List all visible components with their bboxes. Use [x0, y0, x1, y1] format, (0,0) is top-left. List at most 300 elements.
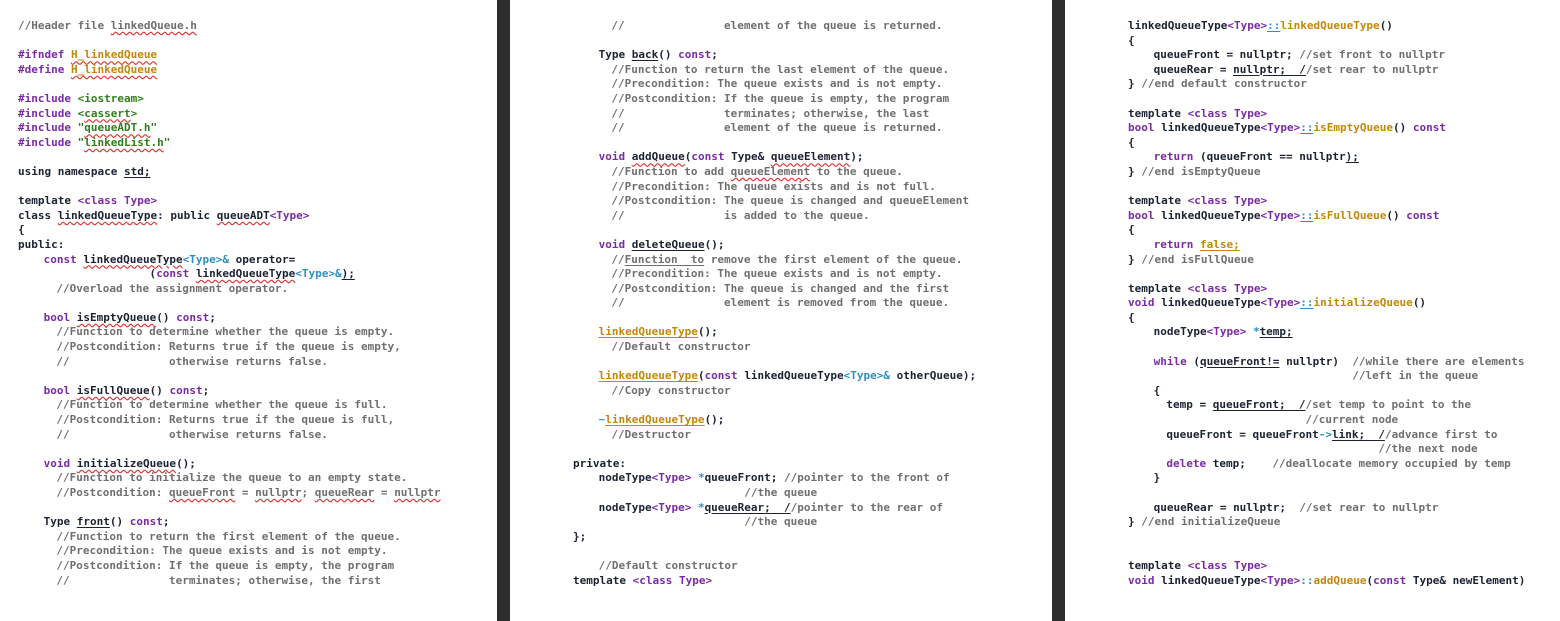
spellcheck-token: queueADT	[216, 208, 270, 222]
code-token: nodeType	[598, 500, 652, 514]
code-token: std;	[123, 164, 151, 178]
code-line	[18, 194, 441, 209]
code-line	[573, 238, 976, 253]
code-token: <Type>	[1260, 573, 1301, 587]
spellcheck-token: linkedQueue.h	[110, 19, 197, 32]
code-token: // element is removed from the queue.	[611, 296, 950, 310]
code-token: //end isFullQueue	[1141, 252, 1254, 266]
code-block	[1128, 19, 1525, 588]
spellcheck-token: queueElement	[770, 150, 851, 164]
code-line	[573, 19, 976, 34]
code-token: *	[697, 500, 705, 514]
code-line	[18, 398, 441, 413]
code-line	[1128, 267, 1525, 282]
code-token: linkedQueueType	[1161, 208, 1261, 222]
code-token: }	[1128, 252, 1142, 266]
code-line	[18, 48, 441, 63]
code-token: const	[678, 48, 712, 62]
code-token: <class Type>	[632, 573, 713, 587]
code-line	[18, 340, 441, 355]
code-token: #include	[18, 121, 78, 135]
code-token: //Postcondition: If the queue is empty, the program	[56, 558, 395, 572]
code-line	[573, 428, 976, 443]
spellcheck-token: isEmptyQueue	[76, 310, 157, 324]
code-page-2	[510, 0, 1052, 621]
code-token: (	[1366, 573, 1374, 587]
code-token: ();	[704, 413, 725, 427]
code-token: >	[130, 106, 138, 120]
code-token: remove the first element of the queue.	[704, 252, 963, 266]
code-token: void	[1128, 573, 1162, 587]
code-token: const	[704, 369, 745, 383]
code-token: };	[573, 529, 587, 543]
code-token: ;	[202, 383, 210, 397]
code-token: (queueFront == nullptr	[1199, 150, 1346, 164]
code-token: <Type>	[651, 471, 698, 485]
code-token: (	[43, 267, 157, 281]
code-token: //Postcondition: Returns true if the queue is empty,	[56, 340, 401, 354]
code-line	[18, 515, 441, 530]
code-token: queueFront; /	[1212, 398, 1306, 412]
code-line	[573, 311, 976, 326]
code-token: //Function to initialize the queue to an empty state.	[56, 471, 408, 485]
spellcheck-token: isFullQueue	[76, 383, 150, 397]
code-line	[18, 209, 441, 224]
code-line	[18, 238, 441, 253]
code-token: ::	[1267, 19, 1281, 32]
code-line	[1128, 311, 1525, 326]
code-line	[1128, 413, 1525, 428]
code-token	[1166, 442, 1378, 455]
code-token: //Postcondition: Returns true if the queue is full,	[56, 413, 395, 427]
code-token: public:	[18, 237, 65, 251]
code-token: <Type>&	[295, 267, 342, 281]
code-line	[573, 384, 976, 399]
code-token: // otherwise returns false.	[56, 427, 328, 441]
code-token: //Postcondition: The queue is changed and queueElement	[611, 194, 970, 208]
code-token: queueFront!=	[1199, 354, 1280, 368]
code-token: ()	[149, 383, 170, 397]
code-token: temp;	[1259, 325, 1293, 339]
code-line	[18, 77, 441, 92]
code-line	[573, 530, 976, 545]
code-token: }	[1128, 515, 1142, 529]
spellcheck-token: addQueue	[631, 150, 685, 164]
code-token: ()	[156, 310, 177, 324]
code-line	[1128, 63, 1525, 78]
code-token: }	[1128, 77, 1142, 91]
code-token: {	[1128, 223, 1135, 237]
code-line	[18, 574, 441, 589]
code-token: const	[1406, 208, 1440, 222]
code-token: nullptr)	[1279, 354, 1353, 368]
code-line	[18, 107, 441, 122]
code-token: <Type>	[1227, 19, 1268, 32]
code-token: );	[850, 150, 864, 164]
code-line	[1128, 559, 1525, 574]
code-token: linkedQueueType	[1128, 19, 1228, 32]
code-line	[1128, 384, 1525, 399]
code-line	[573, 544, 976, 559]
code-token: /advance first to	[1384, 427, 1498, 441]
code-token: #include	[18, 135, 78, 149]
code-token: /pointer to the rear of	[790, 500, 943, 514]
code-token: const	[176, 310, 210, 324]
code-line	[1128, 457, 1525, 472]
code-token: linkedQueueType	[1161, 573, 1261, 587]
code-line	[1128, 107, 1525, 122]
code-line	[18, 136, 441, 151]
code-token: isEmptyQueue	[1313, 121, 1393, 135]
code-token: //left in the queue	[1352, 369, 1479, 383]
code-line	[573, 165, 976, 180]
code-line	[18, 369, 441, 384]
code-token: /set rear to nullptr	[1305, 62, 1439, 76]
code-token: void	[598, 150, 632, 164]
code-line	[18, 223, 441, 238]
code-token: #include	[18, 91, 78, 105]
code-token: ::	[1300, 296, 1314, 310]
spellcheck-token: queueFront	[168, 486, 236, 499]
code-line	[573, 194, 976, 209]
code-line	[1128, 340, 1525, 355]
code-token: );	[341, 267, 355, 281]
code-token: linkedQueueType	[1280, 19, 1380, 32]
code-token: *	[1252, 325, 1260, 339]
code-token: <Type>	[1260, 208, 1301, 222]
code-token: //the next node	[1378, 442, 1478, 456]
code-line	[1128, 92, 1525, 107]
code-token: <Type>&	[843, 369, 897, 383]
code-line	[18, 92, 441, 107]
code-token: (	[1193, 354, 1200, 368]
code-token: while	[1153, 354, 1194, 368]
code-token: /set temp to point to the	[1305, 398, 1472, 412]
code-token: back	[631, 48, 659, 62]
code-token: to the queue.	[810, 164, 903, 178]
code-token: private:	[573, 456, 626, 470]
code-token: ::	[1300, 121, 1314, 135]
code-token: {	[1128, 135, 1135, 149]
code-token: #define	[18, 62, 71, 76]
code-line	[1128, 223, 1525, 238]
code-line	[573, 471, 976, 486]
code-token: void	[43, 456, 77, 470]
code-token: // element of the queue is returned.	[611, 19, 943, 32]
code-token: const	[129, 515, 163, 529]
code-token: );	[1345, 150, 1359, 164]
code-line	[1128, 19, 1525, 34]
code-token: //end isEmptyQueue	[1141, 164, 1261, 178]
code-line	[1128, 209, 1525, 224]
code-token: =	[235, 486, 256, 499]
code-token: queueFront = nullptr;	[1153, 48, 1300, 62]
code-line	[1128, 544, 1525, 559]
code-token: //the queue	[744, 486, 818, 499]
code-line	[18, 559, 441, 574]
code-token: "	[77, 135, 85, 149]
code-line	[18, 63, 441, 78]
code-token: bool	[1128, 208, 1162, 222]
code-token: linkedQueueType	[1161, 121, 1261, 135]
code-token: Function to	[624, 252, 705, 266]
code-token: <Type>	[651, 500, 698, 514]
code-token	[599, 515, 745, 528]
spellcheck-token: queueRear	[314, 486, 375, 499]
code-token: temp =	[1166, 398, 1213, 412]
code-line	[573, 253, 976, 268]
code-token: //Postcondition: The queue is changed and the first	[611, 281, 950, 295]
code-page-3	[1065, 0, 1560, 621]
code-line	[1128, 398, 1525, 413]
code-token: // element of the queue is returned.	[611, 121, 943, 135]
code-line	[573, 209, 976, 224]
code-token: (	[697, 369, 705, 383]
code-line	[18, 384, 441, 399]
code-token: Type&	[731, 150, 771, 164]
code-line	[1128, 325, 1525, 340]
code-token: ()	[1392, 121, 1413, 135]
code-token: initializeQueue	[1313, 296, 1413, 310]
code-token: ()	[1386, 208, 1407, 222]
code-token: //Default constructor	[611, 340, 751, 354]
code-token: //Postcondition:	[56, 486, 169, 499]
code-token: ()	[1412, 296, 1427, 310]
code-token: #include	[18, 106, 78, 120]
code-token: const	[169, 383, 203, 397]
code-token: //Function to return the first element of the queue.	[56, 529, 401, 543]
code-line	[573, 355, 976, 370]
code-token: Type	[598, 48, 632, 62]
code-token: linkedQueueType	[605, 413, 705, 427]
code-token: //deallocate memory occupied by temp	[1272, 456, 1511, 470]
code-line	[573, 486, 976, 501]
code-line	[1128, 501, 1525, 516]
code-line	[573, 77, 976, 92]
code-token: <class Type>	[1187, 281, 1268, 295]
code-line	[573, 325, 976, 340]
code-token: {	[1128, 33, 1135, 47]
code-token: #ifndef	[18, 48, 71, 62]
code-token: ;	[209, 310, 216, 324]
code-token: <Type>&	[182, 252, 236, 266]
code-line	[18, 428, 441, 443]
code-token: "	[77, 121, 85, 135]
code-line	[1128, 486, 1525, 501]
code-token: false;	[1199, 237, 1240, 251]
code-token: //Precondition: The queue exists and is not full.	[611, 179, 936, 193]
code-token: //the queue	[744, 515, 818, 529]
code-token: //end default constructor	[1141, 77, 1307, 91]
code-token: {	[18, 223, 25, 237]
code-token: : public	[157, 208, 217, 222]
code-token: //Default constructor	[598, 558, 738, 572]
code-line	[573, 559, 976, 574]
code-token: link; /	[1331, 427, 1385, 441]
code-token: ::	[1300, 208, 1314, 222]
spellcheck-token: linkedQueueType	[57, 208, 158, 222]
code-token: //Postcondition: If the queue is empty, the program	[611, 91, 950, 105]
code-token: //while there are elements	[1352, 354, 1525, 368]
code-line	[573, 369, 976, 384]
code-token: ();	[697, 325, 718, 339]
code-token: // terminates; otherwise, the last	[611, 106, 930, 120]
code-line	[18, 253, 441, 268]
code-token: isFullQueue	[1313, 208, 1387, 222]
code-token: ()	[109, 515, 130, 529]
code-token	[1154, 369, 1353, 382]
code-token: template	[1128, 106, 1188, 120]
code-line	[18, 471, 441, 486]
code-token: //end initializeQueue	[1141, 515, 1281, 529]
code-line	[1128, 121, 1525, 136]
code-token: ;	[162, 515, 170, 529]
code-line	[573, 442, 976, 457]
code-token: //set rear to nullptr	[1299, 500, 1439, 514]
code-line	[573, 457, 976, 472]
code-token: "	[150, 121, 158, 135]
code-token: //current node	[1305, 413, 1399, 427]
code-line	[573, 180, 976, 195]
code-line	[18, 267, 441, 282]
spellcheck-token: linkedQueueType	[195, 267, 296, 281]
code-line	[1128, 355, 1525, 370]
code-token: }	[1153, 471, 1161, 485]
code-token: ~	[598, 413, 606, 427]
code-token: template	[573, 573, 633, 587]
code-token: const	[1412, 121, 1446, 135]
spellcheck-token: initializeQueue	[76, 456, 177, 470]
code-token: deleteQueue	[631, 237, 705, 251]
code-token: template	[18, 194, 78, 208]
code-line	[1128, 253, 1525, 268]
code-line	[1128, 194, 1525, 209]
code-token: //Copy constructor	[611, 383, 731, 397]
code-line	[1128, 442, 1525, 457]
code-line	[18, 413, 441, 428]
code-token: const	[1373, 573, 1413, 587]
spellcheck-token: linkedList.h	[84, 135, 164, 149]
code-token: //Function to add	[611, 164, 731, 178]
code-token: <Type>	[1206, 325, 1253, 339]
spellcheck-token: H_linkedQueue	[70, 62, 158, 76]
code-token: // terminates; otherwise, the first	[56, 573, 381, 587]
code-line	[1128, 515, 1525, 530]
code-token: ;	[301, 486, 315, 499]
code-token: nullptr; /	[1233, 62, 1306, 76]
code-line	[1128, 282, 1525, 297]
code-token: ();	[704, 237, 725, 251]
code-token: //Precondition: The queue exists and is not empty.	[611, 267, 943, 281]
code-line	[573, 223, 976, 238]
code-token: //Precondition: The queue exists and is not empty.	[56, 544, 388, 558]
code-token: template	[1128, 194, 1188, 208]
code-token: otherQueue);	[896, 369, 977, 383]
code-token: ()	[1379, 19, 1393, 32]
code-token	[1166, 413, 1305, 426]
code-line	[1128, 369, 1525, 384]
code-token: <class Type>	[77, 194, 158, 208]
code-token: //Overload the assignment operator.	[56, 281, 289, 295]
code-line	[573, 107, 976, 122]
code-token: queueFront;	[704, 471, 785, 485]
code-token: *	[697, 471, 705, 485]
code-line	[18, 282, 441, 297]
code-token: linkedQueueType	[598, 369, 698, 383]
code-token: const	[156, 267, 196, 281]
code-token: queueRear; /	[704, 500, 791, 514]
code-token: <Type>	[1260, 121, 1301, 135]
code-line	[18, 19, 441, 34]
code-line	[1128, 180, 1525, 195]
code-line	[573, 296, 976, 311]
code-token: queueFront = queueFront	[1166, 427, 1319, 441]
code-line	[18, 530, 441, 545]
code-token: return	[1153, 237, 1200, 251]
spellcheck-token: queueElement	[730, 164, 811, 178]
code-token: //set front to nullptr	[1299, 48, 1445, 62]
code-token: //Function to determine whether the queue is full.	[56, 398, 388, 412]
code-line	[1128, 136, 1525, 151]
code-line	[18, 34, 441, 49]
code-line	[1128, 296, 1525, 311]
code-token: return	[1153, 150, 1200, 164]
code-token: bool	[1128, 121, 1162, 135]
code-line	[573, 136, 976, 151]
code-token: const	[691, 150, 732, 164]
code-line	[18, 355, 441, 370]
code-line	[18, 457, 441, 472]
code-line	[18, 296, 441, 311]
code-token: //Function to return the last element of the queue.	[611, 62, 950, 76]
code-token: bool	[43, 310, 77, 324]
code-token: queueRear = nullptr;	[1153, 500, 1300, 514]
code-line	[1128, 428, 1525, 443]
code-token: //pointer to the front of	[784, 471, 950, 485]
code-line	[1128, 165, 1525, 180]
code-token: =	[374, 486, 395, 499]
spellcheck-token: nullptr	[394, 486, 441, 499]
code-line	[573, 515, 976, 530]
code-line	[18, 311, 441, 326]
code-token: linkedQueueType	[1161, 296, 1261, 310]
code-line	[573, 501, 976, 516]
code-line	[18, 180, 441, 195]
code-token: //Destructor	[611, 427, 691, 441]
code-line	[573, 340, 976, 355]
code-token: ()	[658, 48, 679, 62]
code-token: void	[1128, 296, 1162, 310]
code-token: const	[43, 252, 84, 266]
code-block	[18, 19, 441, 588]
code-line	[1128, 34, 1525, 49]
code-token: Type& newElement)	[1412, 573, 1526, 587]
code-token: bool	[43, 383, 77, 397]
code-line	[573, 267, 976, 282]
code-token: operator=	[235, 252, 296, 266]
code-line	[1128, 77, 1525, 92]
code-block	[573, 19, 976, 588]
spellcheck-token: queueADT.h	[84, 121, 151, 135]
code-token: template	[1128, 558, 1188, 572]
code-token: nodeType	[598, 471, 652, 485]
code-token: //Header file	[18, 19, 111, 32]
code-line	[573, 34, 976, 49]
code-token: Type	[43, 515, 77, 529]
code-token: queueRear =	[1153, 62, 1234, 76]
code-line	[573, 282, 976, 297]
code-token: // is added to the queue.	[611, 208, 870, 222]
